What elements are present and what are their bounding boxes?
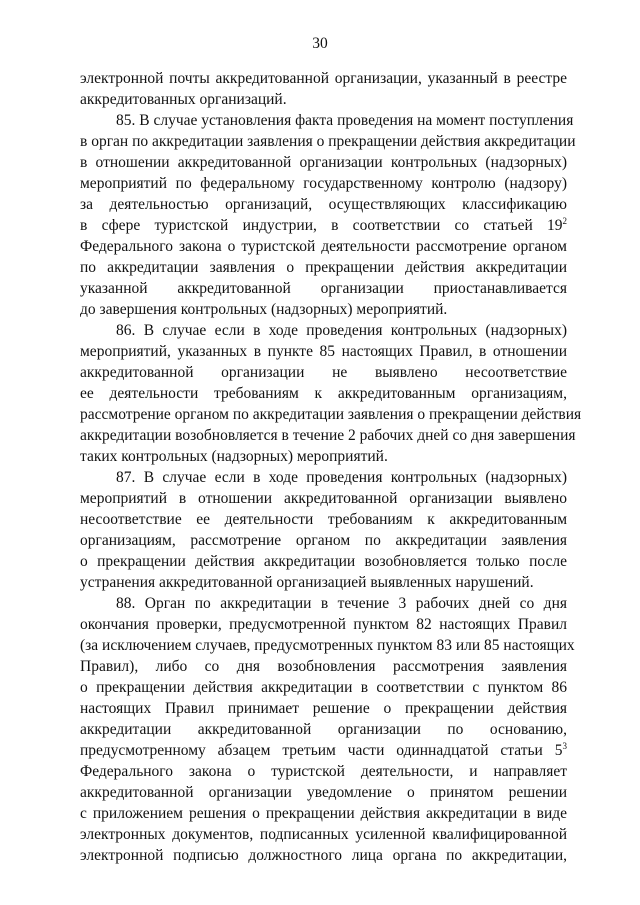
text-line: организациям, рассмотрение органом по аккредитации заявления <box>80 532 567 549</box>
text-line: (за исключением случаев, предусмотренных пунктом 83 или 85 настоящих <box>80 637 575 654</box>
text-line: о прекращении действия аккредитации возобновляется только после <box>80 553 567 570</box>
text-line: настоящих Правил принимает решение о прекращении действия <box>80 700 567 717</box>
text-line: устранения аккредитованной организацией выявленных нарушений. <box>80 574 534 591</box>
text-line: аккредитации аккредитованной организации по основанию, <box>80 721 567 738</box>
text-line: аккредитованной организации не выявлено несоответствие <box>80 364 567 381</box>
superscript: 3 <box>562 741 567 751</box>
text-line: 86. В случае если в ходе проведения контрольных (надзорных) <box>116 322 567 339</box>
text-line: мероприятий в отношении аккредитованной организации выявлено <box>80 490 567 507</box>
text-line <box>80 740 567 761</box>
paragraph-87 <box>80 467 567 593</box>
text-line-content: в сфере туристской индустрии, в соответствии со статьей 19 <box>80 217 563 234</box>
text-line: 85. В случае установления факта проведения на момент поступления <box>116 112 574 129</box>
text-line: электронной почты аккредитованной организации, указанный в реестре <box>80 70 567 87</box>
text-line: по аккредитации заявления о прекращении действия аккредитации <box>80 259 567 276</box>
paragraph-86 <box>80 320 582 467</box>
text-line: окончания проверки, предусмотренной пунктом 82 настоящих Правил <box>80 616 567 633</box>
paragraph-continuation <box>80 68 567 110</box>
text-line: ее деятельности требованиям к аккредитованным организациям, <box>80 385 567 402</box>
text-line: таких контрольных (надзорных) мероприятий. <box>80 448 388 465</box>
text-line: указанной аккредитованной организации приостанавливается <box>80 280 567 297</box>
superscript: 2 <box>562 216 567 226</box>
text-line: рассмотрение органом по аккредитации заявления о прекращении действия <box>80 406 582 423</box>
text-line: о прекращении действия аккредитации в соответствии с пунктом 86 <box>80 679 567 696</box>
text-line: мероприятий по федеральному государственному контролю (надзору) <box>80 175 567 192</box>
paragraph-85 <box>80 110 576 320</box>
text-line: Правил), либо со дня возобновления рассмотрения заявления <box>80 658 567 675</box>
paragraph-88 <box>80 593 575 866</box>
text-line: мероприятий, указанных в пункте 85 настоящих Правил, в отношении <box>80 343 567 360</box>
text-line: в отношении аккредитованной организации контрольных (надзорных) <box>80 154 567 171</box>
text-line: 88. Орган по аккредитации в течение 3 рабочих дней со дня <box>116 595 567 612</box>
text-line: электронной подписью должностного лица органа по аккредитации, <box>80 847 567 864</box>
text-line: до завершения контрольных (надзорных) мероприятий. <box>80 301 448 318</box>
text-line: за деятельностью организаций, осуществляющих классификацию <box>80 196 567 213</box>
text-line: несоответствие ее деятельности требованиям к аккредитованным <box>80 511 567 528</box>
text-line-content: предусмотренному абзацем третьим части одиннадцатой статьи 5 <box>80 742 563 759</box>
text-line: Федерального закона о туристской деятельности, и направляет <box>80 763 567 780</box>
text-line: с приложением решения о прекращении действия аккредитации в виде <box>80 805 567 822</box>
text-line: аккредитации возобновляется в течение 2 рабочих дней со дня завершения <box>80 427 576 444</box>
document-body <box>80 68 582 866</box>
text-line: 87. В случае если в ходе проведения контрольных (надзорных) <box>116 469 567 486</box>
text-line: Федерального закона о туристской деятельности рассмотрение органом <box>80 238 567 255</box>
text-line <box>80 215 567 236</box>
page-number: 30 <box>312 35 328 52</box>
text-line: электронных документов, подписанных усиленной квалифицированной <box>80 826 567 843</box>
text-line: аккредитованной организации уведомление о принятом решении <box>80 784 567 801</box>
text-line: в орган по аккредитации заявления о прекращении действия аккредитации <box>80 133 576 150</box>
text-line: аккредитованных организаций. <box>80 91 287 108</box>
